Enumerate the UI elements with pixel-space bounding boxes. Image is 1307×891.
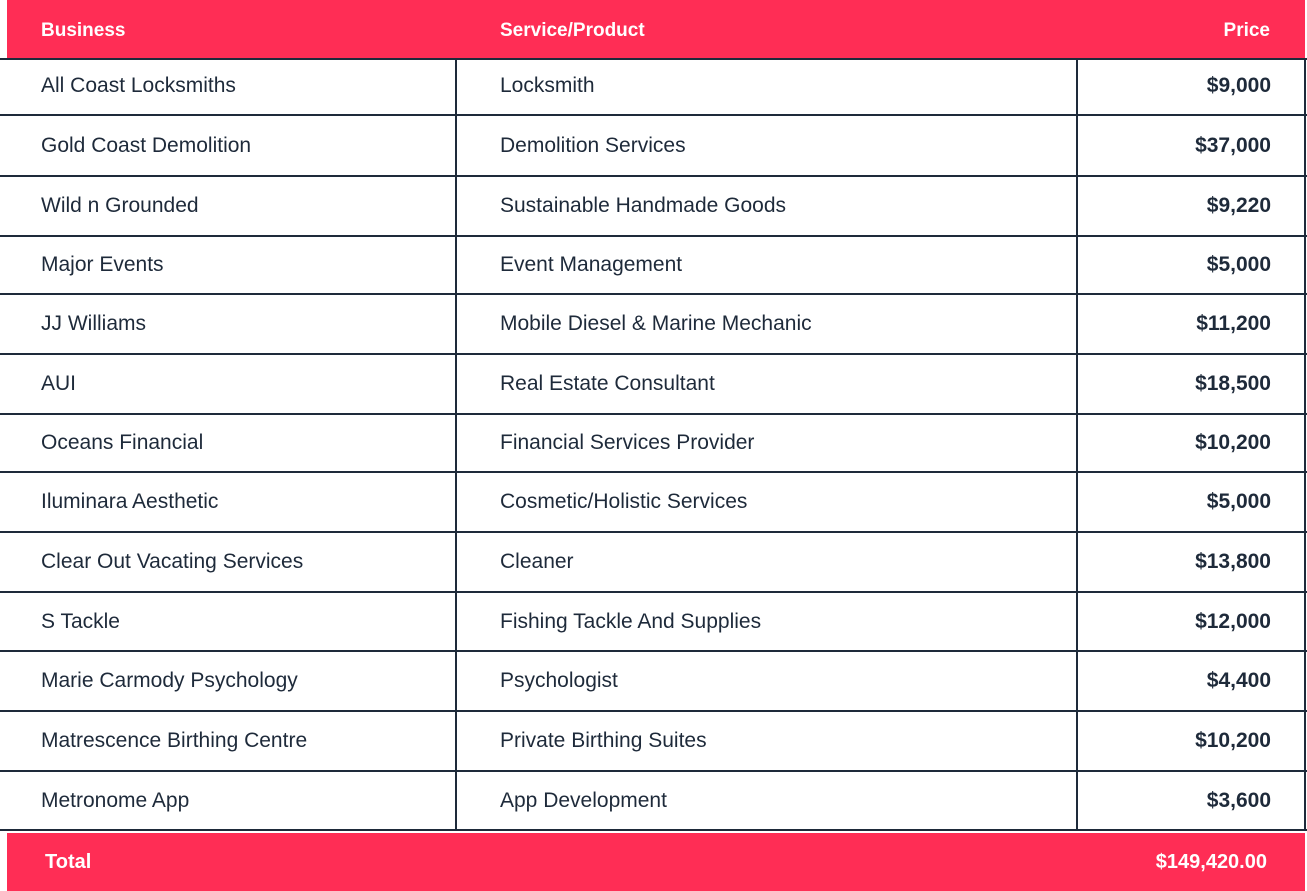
- price-cell: $12,000: [1195, 609, 1271, 633]
- service-cell: Psychologist: [500, 669, 618, 692]
- business-cell: Clear Out Vacating Services: [41, 550, 304, 573]
- service-cell: Sustainable Handmade Goods: [500, 194, 787, 217]
- price-cell: $5,000: [1206, 253, 1271, 276]
- service-cell: Real Estate Consultant: [500, 372, 715, 395]
- service-cell: Private Birthing Suites: [500, 729, 707, 752]
- service-cell: Cleaner: [500, 550, 574, 573]
- table-row: [0, 177, 1307, 237]
- service-cell: Financial Services Provider: [500, 431, 755, 454]
- service-cell: Event Management: [500, 253, 683, 276]
- column-divider-right: [1304, 58, 1306, 831]
- price-cell: $3,600: [1206, 788, 1271, 812]
- total-label: Total: [45, 851, 92, 873]
- table-row: [0, 652, 1307, 712]
- table-row: [0, 355, 1307, 415]
- business-cell: Marie Carmody Psychology: [41, 669, 298, 692]
- column-divider-2: [1076, 58, 1078, 831]
- table-row: [0, 533, 1307, 593]
- business-cell: Gold Coast Demolition: [41, 133, 252, 157]
- header-service: Service/Product: [500, 20, 645, 41]
- table-row: [0, 772, 1307, 831]
- business-cell: Wild n Grounded: [41, 194, 199, 217]
- table-row: [0, 473, 1307, 533]
- business-cell: JJ Williams: [41, 312, 146, 335]
- price-cell: $4,400: [1206, 669, 1271, 692]
- price-cell: $37,000: [1195, 133, 1271, 157]
- business-cell: Metronome App: [41, 788, 190, 812]
- business-cell: Matrescence Birthing Centre: [41, 729, 308, 752]
- header-price: Price: [1223, 20, 1270, 41]
- table-row: [0, 712, 1307, 772]
- price-cell: $13,800: [1195, 550, 1271, 573]
- table-row: [0, 237, 1307, 295]
- service-cell: Fishing Tackle And Supplies: [500, 609, 762, 633]
- business-cell: Iluminara Aesthetic: [41, 490, 219, 513]
- price-cell: $9,220: [1206, 194, 1271, 217]
- table-footer: [7, 833, 1305, 891]
- business-cell: AUI: [41, 372, 77, 395]
- service-cell: Demolition Services: [500, 133, 686, 157]
- service-cell: Mobile Diesel & Marine Mechanic: [500, 312, 812, 335]
- service-cell: App Development: [500, 788, 667, 812]
- table-row: [0, 415, 1307, 473]
- table-body: [0, 58, 1307, 831]
- table-row: [0, 593, 1307, 652]
- column-divider-1: [455, 58, 457, 831]
- price-cell: $18,500: [1195, 372, 1271, 395]
- table-row: [0, 116, 1307, 177]
- table-row: [0, 295, 1307, 355]
- price-cell: $10,200: [1195, 729, 1271, 752]
- price-cell: $5,000: [1206, 490, 1271, 513]
- price-cell: $9,000: [1206, 74, 1271, 97]
- header-business: Business: [41, 20, 126, 41]
- table-row: [0, 58, 1307, 116]
- table-header: [7, 0, 1305, 58]
- price-cell: $11,200: [1196, 312, 1271, 335]
- price-cell: $10,200: [1195, 431, 1271, 454]
- business-cell: Oceans Financial: [41, 431, 204, 454]
- business-cell: All Coast Locksmiths: [41, 74, 236, 97]
- business-cell: S Tackle: [41, 609, 120, 633]
- service-cell: Cosmetic/Holistic Services: [500, 490, 748, 513]
- total-value: $149,420.00: [1155, 851, 1267, 873]
- business-cell: Major Events: [41, 253, 164, 276]
- service-cell: Locksmith: [500, 74, 595, 97]
